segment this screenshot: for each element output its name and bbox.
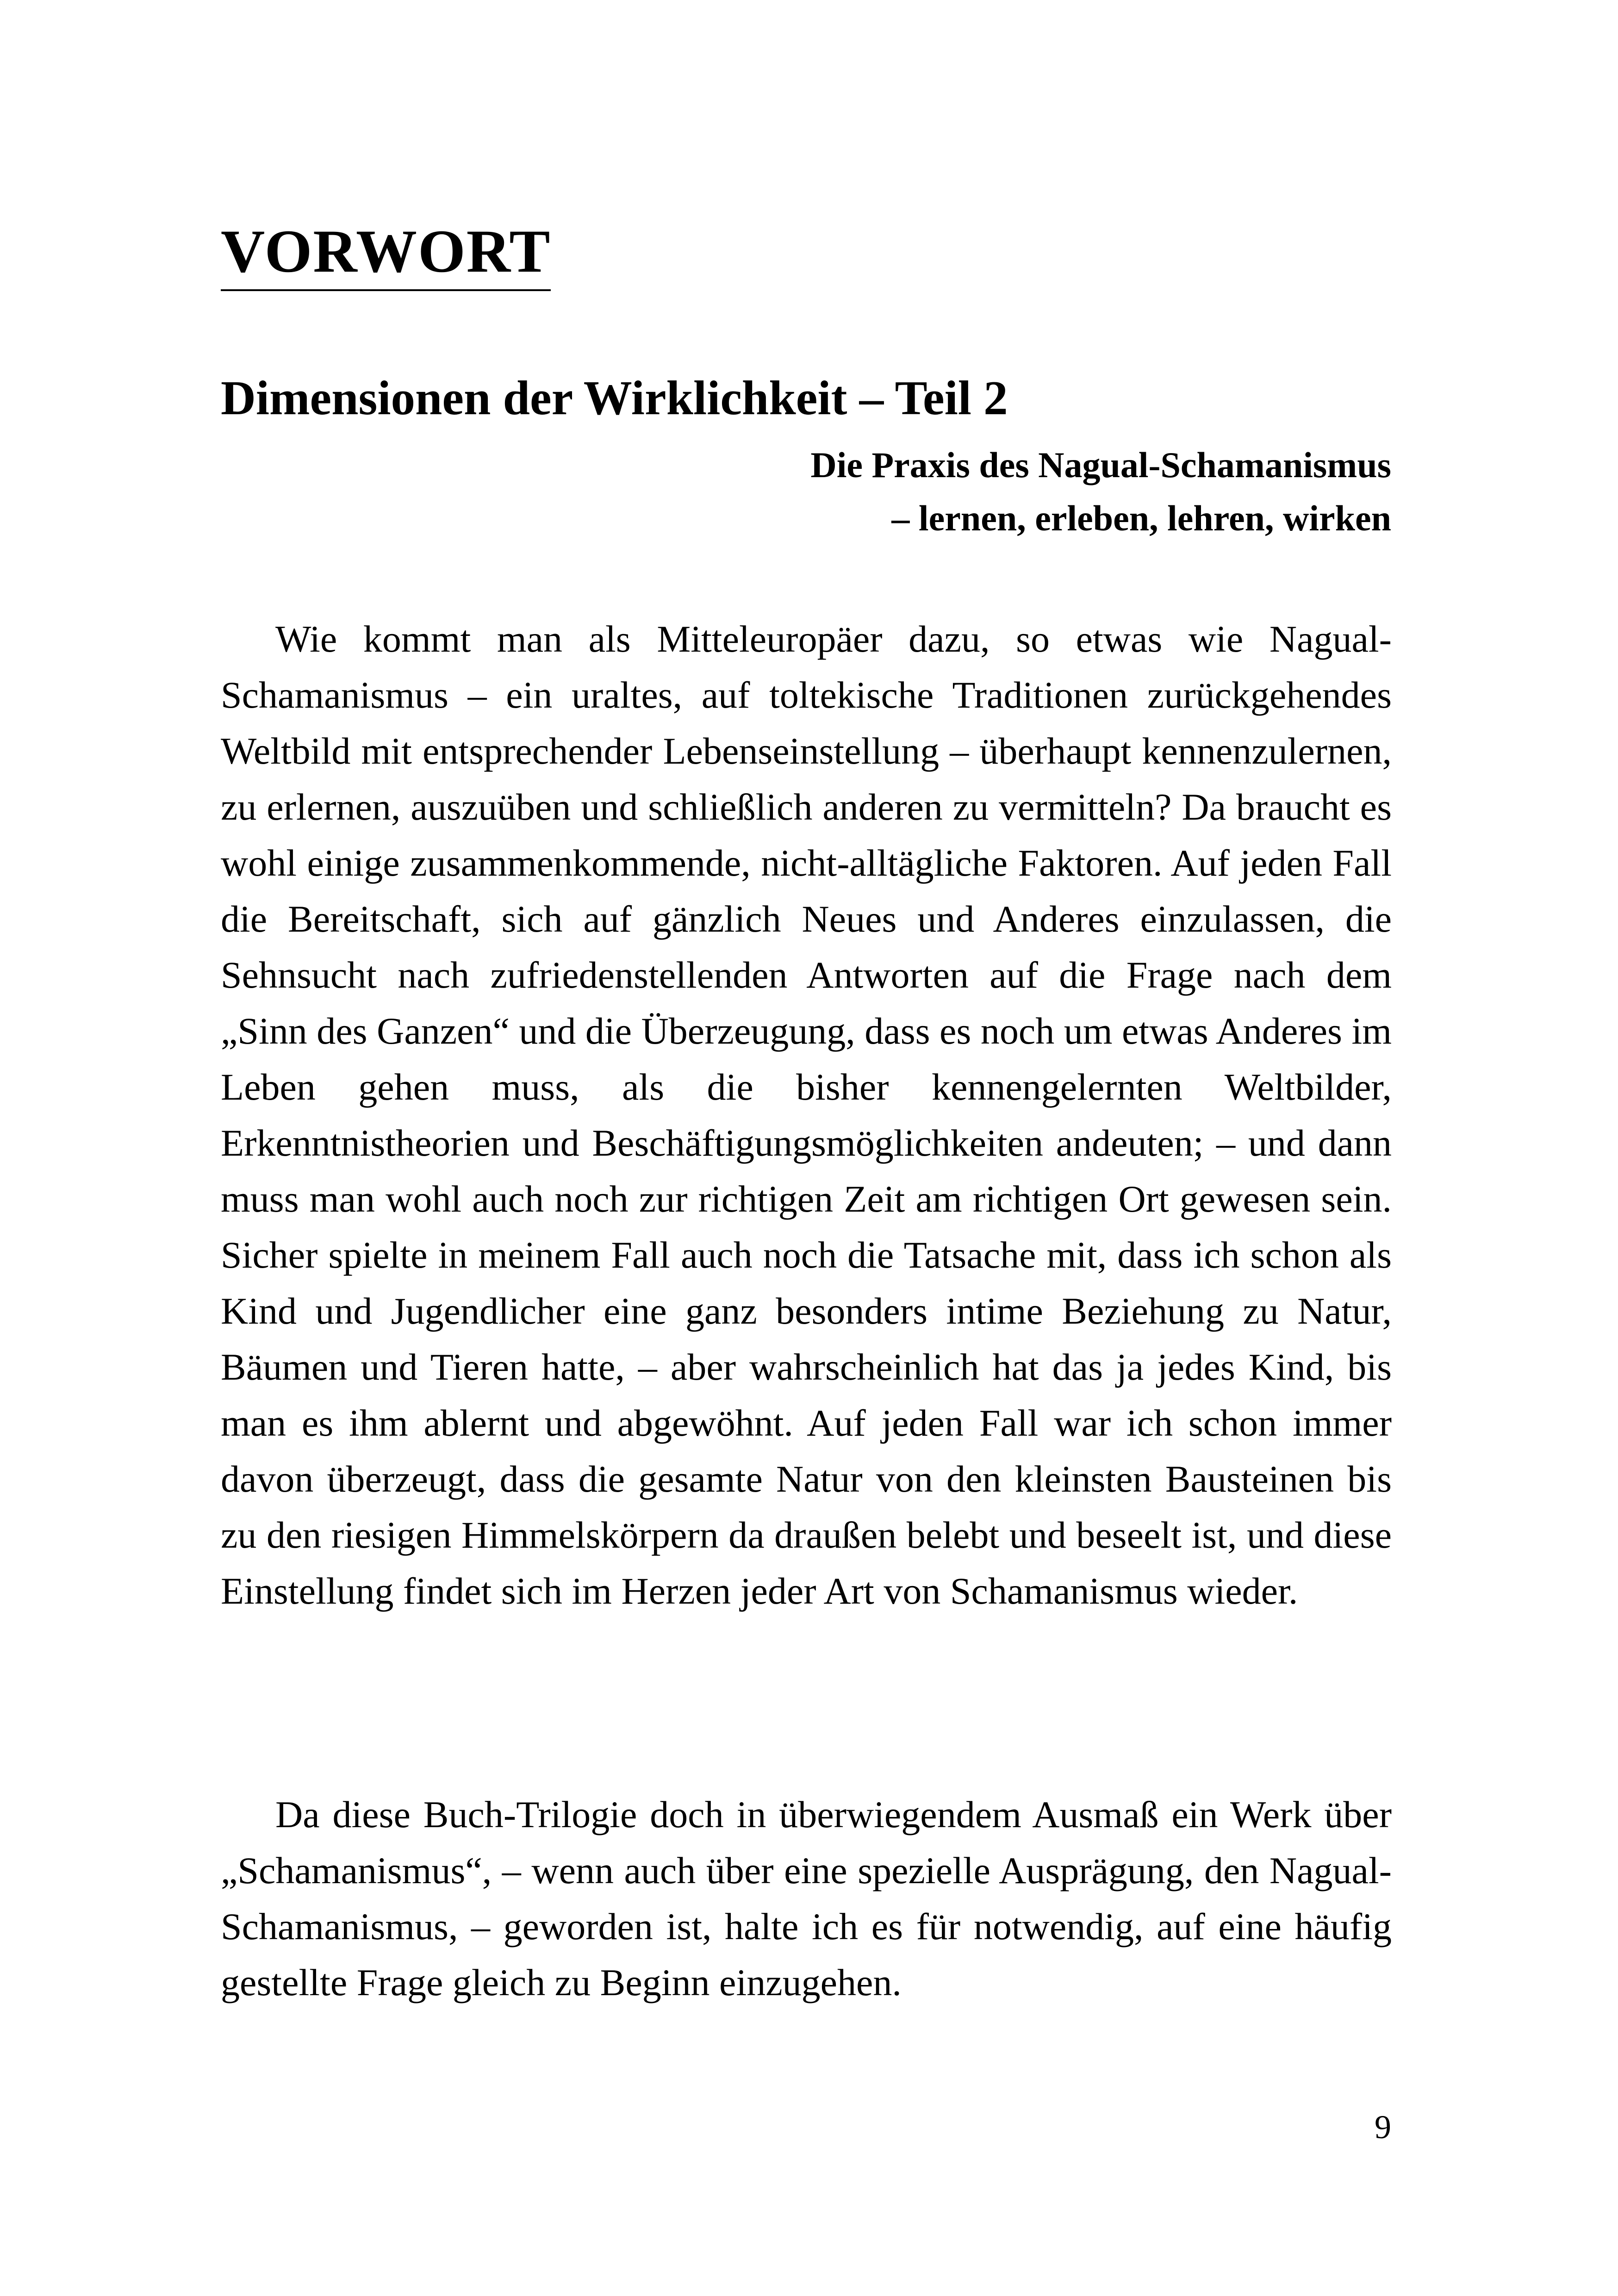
body-paragraph: Wie kommt man als Mitteleuropäer dazu, so etwas wie Nagual-Schamanismus – ein uraltes, auf toltekische Traditionen zurückgehendes Weltbild mit entsprechender Lebenseinstellung – überhaupt kennenzulernen, zu erlernen, auszuüben und schließlich anderen zu vermitteln? Da braucht es wohl einige zusammenkommende, nicht-alltägliche Faktoren. Auf jeden Fall die Bereitschaft, sich auf gänzlich Neues und Anderes einzulassen, die Sehnsucht nach zufriedenstellenden Antworten auf die Frage nach dem „Sinn des Ganzen“ und die Überzeugung, dass es noch um etwas Anderes im Leben gehen muss, als die bisher kennengelernten Weltbilder, Erkenntnistheorien und Beschäftigungsmöglichkeiten andeuten; – und dann muss man wohl auch noch zur richtigen Zeit am richtigen Ort gewesen sein. Sicher spielte in meinem Fall auch noch die Tatsache mit, dass ich schon als Kind und Jugendlicher eine ganz besonders intime Beziehung zu Natur, Bäumen und Tieren hatte, – aber wahrscheinlich hat das ja jedes Kind, bis man es ihm ablernt und abgewöhnt. Auf jeden Fall war ich schon immer davon überzeugt, dass die gesamte Natur von den kleinsten Bausteinen bis zu den riesigen Himmelskörpern da draußen belebt und beseelt ist, und diese Einstellung findet sich im Herzen jeder Art von Schamanismus wieder. <box>221 618 1392 1612</box>
section-subtitle-line-2: – lernen, erleben, lehren, wirken <box>891 498 1391 538</box>
body-paragraph: Da diese Buch-Trilogie doch in überwiegendem Ausmaß ein Werk über „Schamanismus“, – wenn auch über eine spezielle Ausprägung, den Nagual-Schamanismus, – geworden ist, halte ich es für notwendig, auf eine häufig gestellte Frage gleich zu Beginn einzugehen. <box>221 1793 1392 2004</box>
section-title: Dimensionen der Wirklichkeit – Teil 2 <box>221 371 1008 425</box>
page-number: 9 <box>1375 2109 1391 2146</box>
section-subtitle-line-1: Die Praxis des Nagual-Schamanismus <box>810 445 1391 485</box>
chapter-title: VORWORT <box>221 218 551 291</box>
